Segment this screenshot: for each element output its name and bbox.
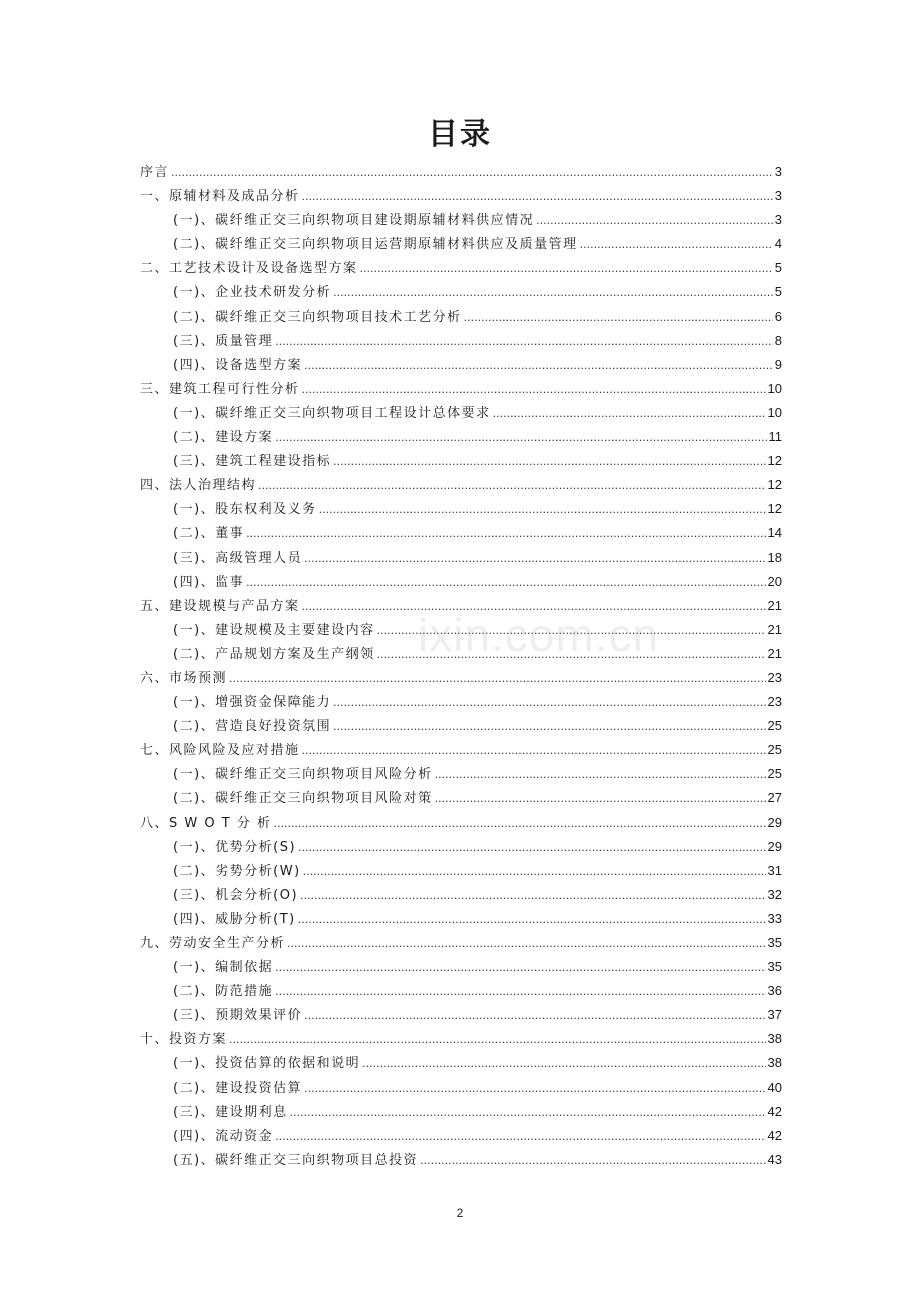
toc-entry-page: 25 <box>767 742 782 758</box>
toc-chapter-entry[interactable] <box>140 377 782 401</box>
toc-entry-page: 40 <box>767 1079 782 1095</box>
toc-entry-label: (三)、预期效果评价 <box>173 1008 303 1024</box>
toc-entry-page: 27 <box>767 790 782 806</box>
toc-dot-leader <box>275 956 765 980</box>
toc-entry-label: (四)、监事 <box>173 574 245 590</box>
toc-entry-label: (二)、营造良好投资氛围 <box>173 719 332 735</box>
toc-chapter-entry[interactable] <box>140 256 782 280</box>
toc-dot-leader <box>300 884 766 908</box>
toc-entry-page: 4 <box>774 236 782 252</box>
toc-entry-page: 36 <box>767 983 782 999</box>
toc-dot-leader <box>435 787 766 811</box>
toc-entry-label: 一、原辅材料及成品分析 <box>140 189 300 205</box>
toc-section-entry[interactable] <box>140 353 782 377</box>
watermark: ixin.com.cn <box>418 609 660 661</box>
table-of-contents <box>140 160 782 1172</box>
toc-entry-page: 29 <box>767 838 782 854</box>
toc-entry-label: (二)、防范措施 <box>173 984 274 1000</box>
toc-entry-label: 六、市场预测 <box>140 670 228 686</box>
toc-entry-label: (四)、流动资金 <box>173 1128 274 1144</box>
toc-dot-leader <box>246 522 765 546</box>
toc-entry-label: (四)、设备选型方案 <box>173 357 303 373</box>
toc-entry-label: (二)、碳纤维正交三向织物项目运营期原辅材料供应及质量管理 <box>173 237 578 253</box>
toc-dot-leader <box>298 908 766 932</box>
toc-section-entry[interactable] <box>140 1003 782 1027</box>
toc-chapter-entry[interactable] <box>140 666 782 690</box>
toc-entry-label: (二)、董事 <box>173 526 245 542</box>
toc-chapter-entry[interactable] <box>140 594 782 618</box>
toc-entry-label: (二)、劣势分析(W) <box>173 863 301 879</box>
toc-entry-label: 五、建设规模与产品方案 <box>140 598 300 614</box>
toc-section-entry[interactable] <box>140 521 782 545</box>
toc-section-entry[interactable] <box>140 618 782 642</box>
toc-entry-label: 九、劳动安全生产分析 <box>140 936 286 951</box>
toc-entry-page: 21 <box>767 621 782 637</box>
toc-entry-page: 18 <box>767 549 782 565</box>
toc-entry-label: (一)、增强资金保障能力 <box>173 695 332 711</box>
toc-entry-label: 序言 <box>140 165 170 180</box>
toc-chapter-entry[interactable] <box>140 473 782 497</box>
toc-entry-page: 3 <box>774 188 782 204</box>
toc-entry-label: 八、S W O T 分 析 <box>140 815 272 831</box>
toc-entry-label: 七、风险风险及应对措施 <box>140 743 300 759</box>
toc-entry-label: (一)、碳纤维正交三向织物项目风险分析 <box>173 767 433 783</box>
toc-dot-leader <box>333 715 765 739</box>
toc-entry-page: 43 <box>767 1151 782 1167</box>
toc-section-entry[interactable] <box>140 546 782 570</box>
toc-entry-page: 3 <box>774 164 782 179</box>
toc-dot-leader <box>319 498 766 522</box>
toc-section-entry[interactable] <box>140 883 782 907</box>
toc-entry-label: (二)、碳纤维正交三向织物项目风险对策 <box>173 791 433 807</box>
toc-entry-label: (一)、碳纤维正交三向织物项目建设期原辅材料供应情况 <box>173 213 535 229</box>
toc-section-entry[interactable] <box>140 425 782 449</box>
toc-section-entry[interactable] <box>140 570 782 594</box>
toc-entry-page: 38 <box>767 1031 782 1047</box>
toc-entry-label: (二)、建设方案 <box>173 430 274 446</box>
toc-entry-label: 二、工艺技术设计及设备选型方案 <box>140 261 358 277</box>
toc-entry-page: 38 <box>767 1055 782 1071</box>
toc-entry-page: 9 <box>774 356 782 372</box>
toc-entry-page: 25 <box>767 718 782 734</box>
toc-dot-leader <box>333 450 765 474</box>
toc-dot-leader <box>275 426 766 450</box>
toc-entry-page: 32 <box>767 886 782 902</box>
toc-section-entry[interactable] <box>140 979 782 1003</box>
toc-section-entry[interactable] <box>140 835 782 859</box>
toc-section-entry[interactable] <box>140 280 782 304</box>
toc-entry-label: 十、投资方案 <box>140 1032 228 1048</box>
toc-section-entry[interactable] <box>140 329 782 353</box>
toc-entry-page: 11 <box>768 429 782 445</box>
toc-section-entry[interactable] <box>140 1076 782 1100</box>
toc-entry-page: 33 <box>767 910 782 926</box>
toc-section-entry[interactable] <box>140 305 782 329</box>
toc-section-entry[interactable] <box>140 642 782 666</box>
toc-section-entry[interactable] <box>140 1100 782 1124</box>
toc-section-entry[interactable] <box>140 1051 782 1075</box>
toc-entry-label: (五)、碳纤维正交三向织物项目总投资 <box>173 1152 419 1168</box>
toc-chapter-entry[interactable] <box>140 1027 782 1051</box>
toc-dot-leader <box>171 161 773 185</box>
toc-dot-leader <box>290 1101 766 1125</box>
toc-dot-leader <box>333 281 773 305</box>
toc-section-entry[interactable] <box>140 497 782 521</box>
toc-entry-page: 10 <box>767 380 782 396</box>
toc-dot-leader <box>229 667 766 691</box>
toc-dot-leader <box>464 306 773 330</box>
toc-section-entry[interactable] <box>140 762 782 786</box>
toc-entry-page: 14 <box>767 525 782 541</box>
toc-entry-page: 35 <box>767 935 782 950</box>
toc-section-entry[interactable] <box>140 1148 782 1172</box>
toc-entry-label: (二)、建设投资估算 <box>173 1080 303 1096</box>
toc-dot-leader <box>304 1004 765 1028</box>
toc-dot-leader <box>258 474 766 498</box>
toc-entry-label: 三、建筑工程可行性分析 <box>140 381 300 397</box>
toc-entry-label: (一)、企业技术研发分析 <box>173 285 332 301</box>
toc-dot-leader <box>275 1125 765 1149</box>
toc-dot-leader <box>298 836 765 860</box>
toc-dot-leader <box>377 619 766 643</box>
toc-entry-page: 12 <box>767 501 782 517</box>
toc-dot-leader <box>362 1052 765 1076</box>
toc-entry-page: 12 <box>767 477 782 493</box>
toc-dot-leader <box>229 1028 766 1052</box>
toc-dot-leader <box>377 643 766 667</box>
toc-dot-leader <box>435 763 766 787</box>
toc-dot-leader <box>302 595 766 619</box>
toc-dot-leader <box>333 691 765 715</box>
toc-chapter-entry[interactable] <box>140 931 782 955</box>
toc-entry-label: (四)、威胁分析(T) <box>173 911 296 927</box>
toc-section-entry[interactable] <box>140 714 782 738</box>
toc-dot-leader <box>287 932 766 956</box>
toc-entry-page: 31 <box>767 862 782 878</box>
toc-dot-leader <box>273 812 765 836</box>
toc-dot-leader <box>275 330 773 354</box>
toc-dot-leader <box>302 378 766 402</box>
toc-dot-leader <box>360 257 773 281</box>
toc-dot-leader <box>303 860 766 884</box>
toc-entry-label: (一)、建设规模及主要建设内容 <box>173 622 375 638</box>
toc-dot-leader <box>493 402 766 426</box>
toc-dot-leader <box>536 209 773 233</box>
toc-dot-leader <box>302 185 773 209</box>
toc-entry-label: (三)、机会分析(O) <box>173 887 299 903</box>
toc-chapter-entry[interactable] <box>140 184 782 208</box>
toc-section-entry[interactable] <box>140 955 782 979</box>
toc-dot-leader <box>304 1077 765 1101</box>
toc-section-entry[interactable] <box>140 449 782 473</box>
toc-section-entry[interactable] <box>140 401 782 425</box>
toc-dot-leader <box>420 1149 765 1173</box>
toc-entry-label: (三)、高级管理人员 <box>173 550 303 566</box>
toc-entry-page: 42 <box>767 1127 782 1143</box>
toc-entry-page: 21 <box>767 645 782 661</box>
toc-dot-leader <box>580 233 773 257</box>
toc-chapter-entry[interactable] <box>140 811 782 835</box>
toc-entry-label: (一)、股东权利及义务 <box>173 502 317 518</box>
toc-entry-page: 25 <box>767 766 782 782</box>
toc-entry-page: 5 <box>774 260 782 276</box>
toc-entry-label: (一)、碳纤维正交三向织物项目工程设计总体要求 <box>173 405 491 421</box>
toc-entry-page: 10 <box>767 404 782 420</box>
toc-entry-page: 42 <box>767 1103 782 1119</box>
toc-dot-leader <box>302 739 766 763</box>
toc-entry-label: (一)、投资估算的依据和说明 <box>173 1056 361 1072</box>
toc-entry-page: 5 <box>774 284 782 300</box>
toc-dot-leader <box>246 571 765 595</box>
toc-entry-label: (二)、产品规划方案及生产纲领 <box>173 646 375 662</box>
toc-section-entry[interactable] <box>140 690 782 714</box>
toc-entry-label: (三)、建设期利息 <box>173 1104 288 1120</box>
toc-section-entry[interactable] <box>140 232 782 256</box>
toc-entry-label: (三)、质量管理 <box>173 333 274 349</box>
toc-section-entry[interactable] <box>140 1124 782 1148</box>
toc-entry-label: (三)、建筑工程建设指标 <box>173 454 332 470</box>
toc-entry-page: 8 <box>774 332 782 348</box>
toc-dot-leader <box>275 980 765 1004</box>
toc-entry-page: 23 <box>767 694 782 710</box>
toc-entry-label: (一)、编制依据 <box>173 960 274 976</box>
toc-section-entry[interactable] <box>140 859 782 883</box>
toc-section-entry[interactable] <box>140 208 782 232</box>
toc-entry-page: 23 <box>767 669 782 685</box>
toc-entry-label: (一)、优势分析(S) <box>173 839 297 855</box>
page-title: 目录 <box>428 117 492 152</box>
toc-entry-page: 37 <box>767 1007 782 1023</box>
toc-entry-page: 12 <box>767 453 782 469</box>
toc-dot-leader <box>304 354 773 378</box>
toc-entry-page: 29 <box>767 814 782 830</box>
toc-dot-leader <box>304 547 765 571</box>
toc-entry-page: 6 <box>774 308 782 324</box>
toc-entry-label: (二)、碳纤维正交三向织物项目技术工艺分析 <box>173 309 462 325</box>
toc-section-entry[interactable] <box>140 786 782 810</box>
toc-chapter-entry[interactable] <box>140 160 782 184</box>
toc-entry-page: 35 <box>767 959 782 975</box>
toc-entry-label: 四、法人治理结构 <box>140 478 257 494</box>
page-number: 2 <box>456 1206 464 1220</box>
toc-entry-page: 20 <box>767 573 782 589</box>
toc-entry-page: 3 <box>774 212 782 228</box>
toc-entry-page: 21 <box>767 597 782 613</box>
toc-chapter-entry[interactable] <box>140 738 782 762</box>
toc-section-entry[interactable] <box>140 907 782 931</box>
